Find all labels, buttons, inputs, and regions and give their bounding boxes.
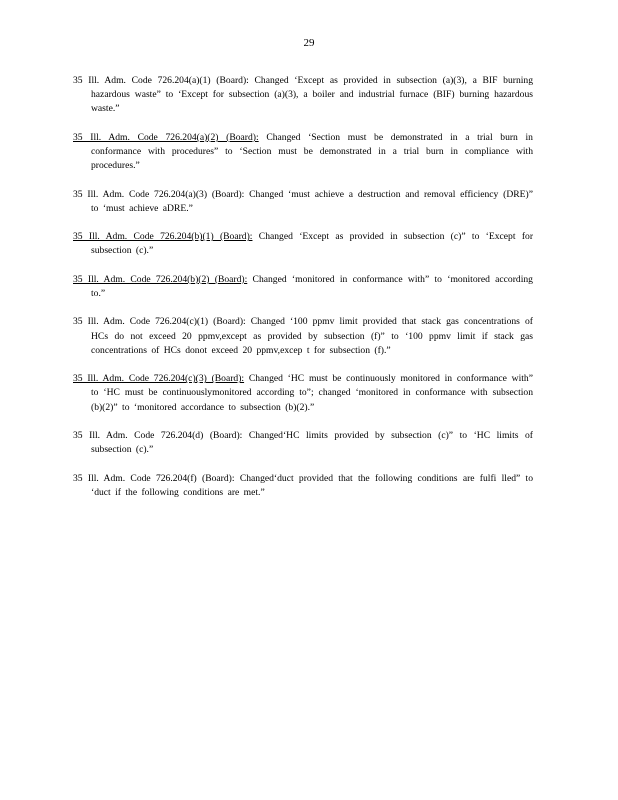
entry-citation: 35 Ill. Adm. Code 726.204(b)(1) (Board): [73,231,253,243]
entry-text: Changed ‘monitored in conformance with” to ‘monitored according to.” [91,273,533,299]
entry-citation: 35 Ill. Adm. Code 726.204(d) (Board): [73,429,243,441]
entry-text: Changed ‘must achieve a destruction and removal efficiency (DRE)” to ‘must achieve aDRE.” [91,188,533,214]
entry-citation: 35 Ill. Adm. Code 726.204(f) (Board): [73,472,235,484]
entry [73,230,533,258]
entry-text: Changed‘HC limits provided by subsection (c)” to ‘HC limits of subsection (c).” [91,429,534,456]
entry-text: Changed ‘Section must be demonstrated in a trial burn in conformance with procedures” to ‘Section must be demonstrated in a trial burn in compliance with procedures.” [91,131,533,172]
entry-citation: 35 Ill. Adm. Code 726.204(a)(1) (Board): [73,75,249,86]
entry-text: Changed ‘HC must be continuously monitored in conformance with” to ‘HC must be continuouslymonitored according to”; changed ‘monitored in conformance with subsection (b)(2)” to ‘monitored accordance to subsection (b)(2).” [91,373,533,413]
entry-citation: 35 Ill. Adm. Code 726.204(b)(2) (Board): [73,273,248,285]
entry-list [73,74,533,514]
entry-citation: 35 Ill. Adm. Code 726.204(c)(1) (Board): [73,316,246,328]
entry-citation: 35 Ill. Adm. Code 726.204(c)(3) (Board): [73,373,245,385]
entry-text: Changed ‘100 ppmv limit provided that stack gas concentrations of HCs do not exceed 20 ppmv,except as provided by subsection (f)” to ‘100 ppmv limit if stack gas concentrations of HCs donot exceed 20 ppmv,excep t for subsection (f).” [91,316,533,356]
entry [73,273,533,301]
entry [73,472,533,500]
page-number: 29 [303,37,315,49]
entry [73,429,533,457]
entry [73,74,533,117]
entry-citation: 35 Ill. Adm. Code 726.204(a)(3) (Board): [73,188,245,200]
entry [73,131,533,174]
entry [73,372,533,415]
entry-text: Changed‘duct provided that the following conditions are fulfi lled” to ‘duct if the following conditions are met.” [91,472,533,498]
entry-citation: 35 Ill. Adm. Code 726.204(a)(2) (Board): [73,131,259,143]
entry-text: Changed ‘Except as provided in subsection (a)(3), a BIF burning hazardous waste” to ‘Except for subsection (a)(3), a boiler and industrial furnace (BIF) burning hazardous waste.” [91,75,534,115]
entry-text: Changed ‘Except as provided in subsection (c)” to ‘Except for subsection (c).” [91,231,534,257]
entry [73,315,533,358]
entry [73,188,533,216]
